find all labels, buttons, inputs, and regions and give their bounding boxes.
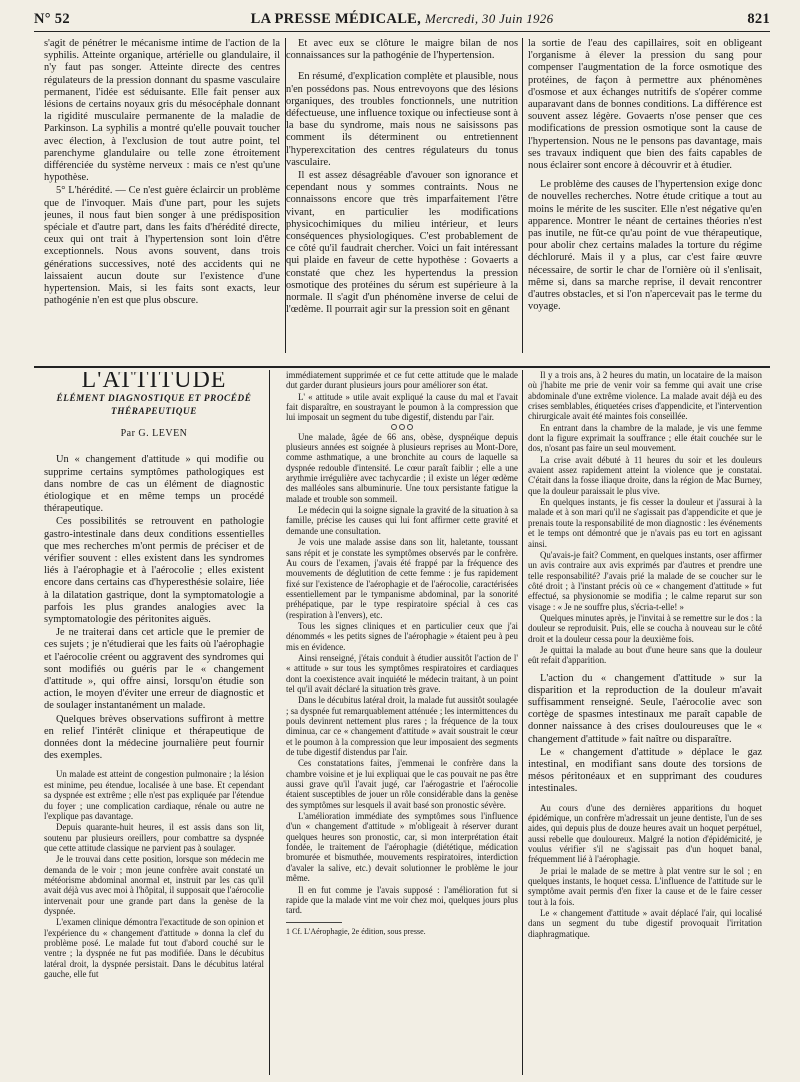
- paragraph: Il est assez désagréable d'avouer son ignorance et cependant nous y sommes contraints. Nous ne connaissons encore que très imparfaitement l'être vivant, en particulier les modifications physicochimiques du milieu intérieur, et leurs conséquences physiologiques. C'est probablement de ce côté qu'il faudrait chercher. Voici un fait intéressant qui plaide en faveur de cette hypothèse : Govaerts a constaté que chez les hypertendus la pression osmotique des protéines du sérum est supérieure à la normale. Il s'agit d'un phénomène inverse de celui de l'œdème. Il pourrait agir sur la pression soit en gênant: [286, 170, 518, 316]
- observation-paragraph: Quelques minutes après, je l'invitai à se remettre sur le dos : la douleur se reproduisit. Puis, elle se coucha à nouveau sur le côté droit et la douleur cessa pour la deuxième fois.: [528, 612, 762, 644]
- paragraph: s'agit de pénétrer le mécanisme intime de l'action de la syphilis. Atteinte organique, artérielle ou glandulaire, il n'y faut pas songer. Atteinte directe des centres régulateurs de la pression donnant du spasme vasculaire permanent, l'idée est séduisante. Elle fait penser aux lésions de certains noyaux gris du mésocéphale donnant la rigidité musculaire permanente de la maladie de Parkinson. La syphilis a montré qu'elle pouvait toucher avec élection, à l'exclusion de tout autre point, tel parenchyme glandulaire ou telle zone étroitement différenciée du système nerveux : mais ce n'est qu'une hypothèse.: [44, 38, 280, 184]
- paragraph: Un « changement d'attitude » qui modifie ou supprime certains symptômes pathologiques est dans nombre de cas un élément de diagnostic étiologique et en même temps un procédé thérapeutique.: [44, 454, 264, 515]
- observation-paragraph: L'amélioration immédiate des symptômes sous l'influence d'un « changement d'attitude » m'obligeait à réserver durant quelques heures son pronostic, car, si mon interprétation était fondée, le traitement de l'aérophagie (diététique, médication bromurée et bismuthée, mouvements respiratoires, interdiction d'avaler la salive, etc.) devait solutionner le problème le jour même.: [286, 811, 518, 884]
- observation-paragraph: Il en fut comme je l'avais supposé : l'amélioration fut si rapide que la malade vint me voir chez moi, quelques jours plus tard.: [286, 884, 518, 916]
- observation-paragraph: immédiatement supprimée et ce fut cette attitude que le malade dut garder durant plusieurs jours pour améliorer son état.: [286, 370, 518, 391]
- article-column-3: [528, 370, 762, 1075]
- paragraph: Et avec eux se clôture le maigre bilan de nos connaissances sur la pathogénie de l'hypertension.: [286, 38, 518, 62]
- column-divider: [522, 38, 523, 353]
- article-column-1: [44, 372, 264, 1072]
- page-number: N° 52: [34, 11, 70, 27]
- footnote: 1 Cf. L'Aérophagie, 2e édition, sous presse.: [286, 926, 426, 936]
- observation-paragraph: Depuis quarante-huit heures, il est assis dans son lit, soutenu par plusieurs oreillers, pour combattre sa dyspnée que cette attitude classique ne parvient pas à soulager.: [44, 822, 264, 853]
- article-author: Par G. LEVEN: [120, 428, 188, 440]
- paragraph: Je ne traiterai dans cet article que le premier de ces sujets ; je n'étudierai que les faits où l'aérophagie et l'aérocolie créent ou aggravent des syndromes qui sont modifiés ou guéris par le « changement d'attitude », qui offre ainsi, lorsqu'on étudie son action, le moyen d'éviter une erreur de diagnostic et de soulager instantanément un malade.: [44, 627, 264, 712]
- observation-paragraph: La crise avait débuté à 11 heures du soir et les douleurs avaient assez rapidement atteint la violence que je constatai. C'était dans la fosse iliaque droite, dans la région de Mac Burney, que la douleur paraissait le plus vive.: [528, 454, 762, 496]
- top-column-2: [286, 38, 518, 368]
- observation-paragraph: Il y a trois ans, à 2 heures du matin, un locataire de la maison où j'habite me prie de venir voir sa femme qui avait une crise abdominale d'une extrême violence. La malade avait déjà eu des crises semblables, étiquetées crises d'appendicite, et l'intervention chirurgicale avait été maintes fois conseillée.: [528, 370, 762, 422]
- observation-paragraph: Je vois une malade assise dans son lit, haletante, toussant sans répit et je constate les symptômes observés par le confrère. Au cours de l'examen, j'avais été frappé par la fréquence des mouvements de déglutition de cette femme : je fus rapidement fixé sur l'existence de l'aérophagie et de l'aérocolie, caractérisées essentiellement par le tympanisme abdominal, par la sonorité préhépatique, par le type respiratoire spécial à ces cas (respiration à l'envers), etc.: [286, 537, 518, 620]
- article-subtitle-line-2: THÉRAPEUTIQUE: [111, 406, 197, 417]
- observation-paragraph: Une malade, âgée de 66 ans, obèse, dyspnéique depuis plusieurs années est soignée à plusieurs reprises au Mont-Dore, comme asthmatique, a une bronchite au cours de laquelle sa dyspnée redouble d'intensité. Le cœur paraît faiblir ; elle a une arythmie irrégulière avec tachycardie ; il existe un léger œdème des malléoles sans albuminurie. Une toux persistante fatigue la malade et trouble son sommeil.: [286, 431, 518, 504]
- observation-paragraph: Je priai le malade de se mettre à plat ventre sur le sol ; en quelques instants, le hoquet cessa. L'influence de l'attitude sur le symptôme avait permis d'en fixer la cause et de le faire cesser tout à la fois.: [528, 865, 762, 907]
- observation-paragraph: Dans le décubitus latéral droit, la malade fut aussitôt soulagée ; sa dyspnée fut remarquablement atténuée ; les intermittences du pouls devinrent nettement plus rares ; la fréquence de la toux diminua, car ce « changement d'attitude » avait soustrait le cœur et le poumon à la compression que leur imposaient des segments de tube digestif distendus par l'air.: [286, 695, 518, 758]
- observation-paragraph: Qu'avais-je fait? Comment, en quelques instants, oser affirmer un avis contraire aux avis exprimés par d'autres et prendre une telle responsabilité? J'avais prié la malade de se coucher sur le côté droit ; à l'instant précis où ce « changement d'attitude » fut effectué, sa physionomie se modifia ; le calme reparut sur son visage : « Je ne souffre plus, s'écria-t-elle! »: [528, 549, 762, 612]
- article-column-2: [286, 370, 518, 1075]
- journal-title-line: [34, 11, 770, 28]
- observation-paragraph: Je le trouvai dans cette position, lorsque son médecin me demanda de le voir ; mon jeune confrère avait constaté un météorisme abdominal anormal et, instruit par les cas qu'il avait déjà vus avec moi à l'hôpital, il supposait que l'aérocolie intervenait pour une grande part dans la genèse de la dyspnée.: [44, 854, 264, 916]
- observation-paragraph: Je quittai la malade au bout d'une heure sans que la douleur eût refait d'apparition.: [528, 644, 762, 666]
- observation-paragraph: Le médecin qui la soigne signale la gravité de la situation à sa famille, précise les causes qui lui font affirmer cette gravité et demande une consultation.: [286, 505, 518, 536]
- observation-paragraph: En entrant dans la chambre de la malade, je vis une femme dont la figure exprimait la souffrance ; elle était couchée sur le dos, n'osant pas faire un seul mouvement.: [528, 422, 762, 454]
- column-divider: [269, 370, 270, 1075]
- top-column-1: [44, 38, 280, 353]
- observation-paragraph: L'examen clinique démontra l'exactitude de son opinion et l'expérience du « changement d'attitude » donna la clef du problème posé. Le malade fut tout d'abord couché sur le ventre ; la dyspnée ne fut pas modifiée. Dans le décubitus latéral droit, la dyspnée persistait. Dans le décubitus latéral gauche, elle fut: [44, 917, 264, 980]
- paragraph: Ces possibilités se retrouvent en pathologie gastro-intestinale dans deux conditions essentielles que mes recherches m'ont permis de préciser et de vérifier souvent : elles existent dans les syndromes liés à l'aérophagie et à l'aérocolie ; elles existent encore dans certains cas d'hyperesthésie solaire, liée à la dilatation gastrique, dont la symptomatologie a parfois les plus grandes analogies avec la symptomatologie des péritonites aiguës.: [44, 516, 264, 626]
- observation-paragraph: Un malade est atteint de congestion pulmonaire ; la lésion est minime, peu étendue, localisée à une base. Et cependant sa dyspnée est extrême ; elle n'est pas expliquée par l'étendue du foyer ; une complication cardiaque, rénale ou autre ne l'explique pas davantage.: [44, 769, 264, 821]
- section-rule: [34, 366, 770, 368]
- article-subtitle-line-1: ÉLÉMENT DIAGNOSTIQUE ET PROCÉDÉ: [56, 393, 252, 404]
- journal-name: LA PRESSE MÉDICALE,: [250, 11, 422, 27]
- observation-paragraph: Ainsi renseigné, j'étais conduit à étudier aussitôt l'action de l' « attitude » sur tous les symptômes respiratoires et cardiaques dont la coexistence avait inquiété le médecin traitant, à un point tel qu'il avait déclaré la situation très grave.: [286, 652, 518, 694]
- page-number-right: 821: [747, 11, 770, 27]
- top-column-3: [528, 38, 762, 353]
- observation-paragraph: Le « changement d'attitude » avait déplacé l'air, qui localisé dans un segment du tube digestif provoquait l'irritation diaphragmatique.: [528, 908, 762, 939]
- running-header: [34, 9, 770, 32]
- article-title: L'ATTITUDE: [81, 372, 227, 393]
- paragraph: L'action du « changement d'attitude » sur la disparition et la reproduction de la douleur m'avait suffisamment renseigné. Seule, l'aérocolie avec son cortège de spasmes intestinaux me paraît capable de donner naissance à des crises douloureuses que le « changement d'attitude » fait naître ou disparaître.: [528, 672, 762, 745]
- issue-date: Mercredi, 30 Juin 1926: [425, 11, 554, 26]
- footnote-rule: [286, 922, 342, 923]
- observation-paragraph: Tous les signes cliniques et en particulier ceux que j'ai dénommés « les petits signes de l'aérophagie » étaient peu à peu mis en évidence.: [286, 620, 518, 652]
- paragraph: la sortie de l'eau des capillaires, soit en obligeant l'organisme à élever la pression du sang pour compenser l'augmentation de la force osmotique des protéines, de façon à permettre aux phénomènes d'osmose et aux échanges nutritifs de s'opérer comme auparavant dans de bonnes conditions. La différence est souvent assez légère. Govaerts n'ose penser que ces modifications de pression osmotique sont la cause de l'hypertension. Nous ne le pensons pas davantage, mais ses travaux indiquent que bien des faits capables de nous éclairer sont encore à découvrir et à étudier.: [528, 38, 762, 172]
- paragraph: Quelques brèves observations suffiront à mettre en relief l'intérêt clinique et thérapeutique de données dont la médecine journalière peut fournir des exemples.: [44, 713, 264, 762]
- observation-paragraph: Ces constatations faites, j'emmenai le confrère dans la chambre voisine et je lui expliquai que le cas pouvait ne pas être aussi grave qu'il l'avait jugé, car l'aérogastrie et l'aérocolie étaient susceptibles de jouer un rôle considérable dans la genèse des symptômes sur lesquels il avait basé son pronostic sévère.: [286, 758, 518, 810]
- observation-paragraph: Au cours d'une des dernières apparitions du hoquet épidémique, un confrère m'adressait un jeune dentiste, l'un de ses aides, qui depuis plus de douze heures avait un hoquet perpétuel, aussi rebelle que douloureux. Malgré la notion d'épidémicité, je voulus vérifier s'il ne s'agissait pas d'un hoquet banal, fréquemment lié à l'aérophagie.: [528, 802, 762, 865]
- paragraph: 5° L'hérédité. — Ce n'est guère éclaircir un problème que de l'invoquer. Mais d'une part, pour les sujets jeunes, il nous faut bien songer à une prédisposition spéciale et d'autre part, dans les faits d'hérédité directe, ceux qui ont trait à l'hypertension sont loin d'être exceptionnels. Nous avons souvent, dans trois générations successives, noté des accidents qui ne laissaient aucun doute sur l'existence d'une hypertension. Mais, si les faits sont exacts, leur pathogénie n'en est que plus obscure.: [44, 185, 280, 307]
- paragraph: En résumé, d'explication complète et plausible, nous n'en possédons pas. Nous entrevoyons que des lésions organiques, des troubles fonctionnels, une nutrition défectueuse, une influence toxique ou infectieuse sont à la base du syndrome, mais nous ne saisissons pas comment ils déterminent ou entretiennent l'hyperexcitation des centres régulateurs du tonus vasculaire.: [286, 71, 518, 168]
- paragraph: Le « changement d'attitude » déplace le gaz intestinal, en modifiant sans doute des torsions de mésos péritonéaux et en supprimant des coudures intestinales.: [528, 746, 762, 795]
- observation-paragraph: L' « attitude » utile avait expliqué la cause du mal et l'avait fait disparaître, en soustrayant le poumon à la compression que lui imposait un segment du tube digestif, distendu par l'air.: [286, 391, 518, 423]
- observation-paragraph: En quelques instants, je fis cesser la douleur et j'assurai à la malade et à son mari qu'il ne s'agissait pas d'appendicite et que je prenais toute la responsabilité de mon diagnostic : les événements et le temps ont démontré que je n'avais pas eu tort en agissant ainsi.: [528, 497, 762, 549]
- separator-dots: [286, 424, 518, 432]
- paragraph: Le problème des causes de l'hypertension exige donc de nouvelles recherches. Notre étude critique a tout au moins le mérite de les susciter. Elle n'est négative qu'en apparence. Montrer le néant de certaines théories n'est pas inutile, ne fût-ce qu'au point de vue thérapeutique, pour abolir chez certains malades la torture du régime déchloruré. Mais il y a plus, car c'est faire œuvre nécessaire, de sortir le char de l'ornière où il s'enlisait, même si, dans sa marche reprise, il devait rencontrer d'autres obstacles, et si l'on n'apercevait pas le terme du voyage.: [528, 179, 762, 313]
- column-divider: [522, 370, 523, 1075]
